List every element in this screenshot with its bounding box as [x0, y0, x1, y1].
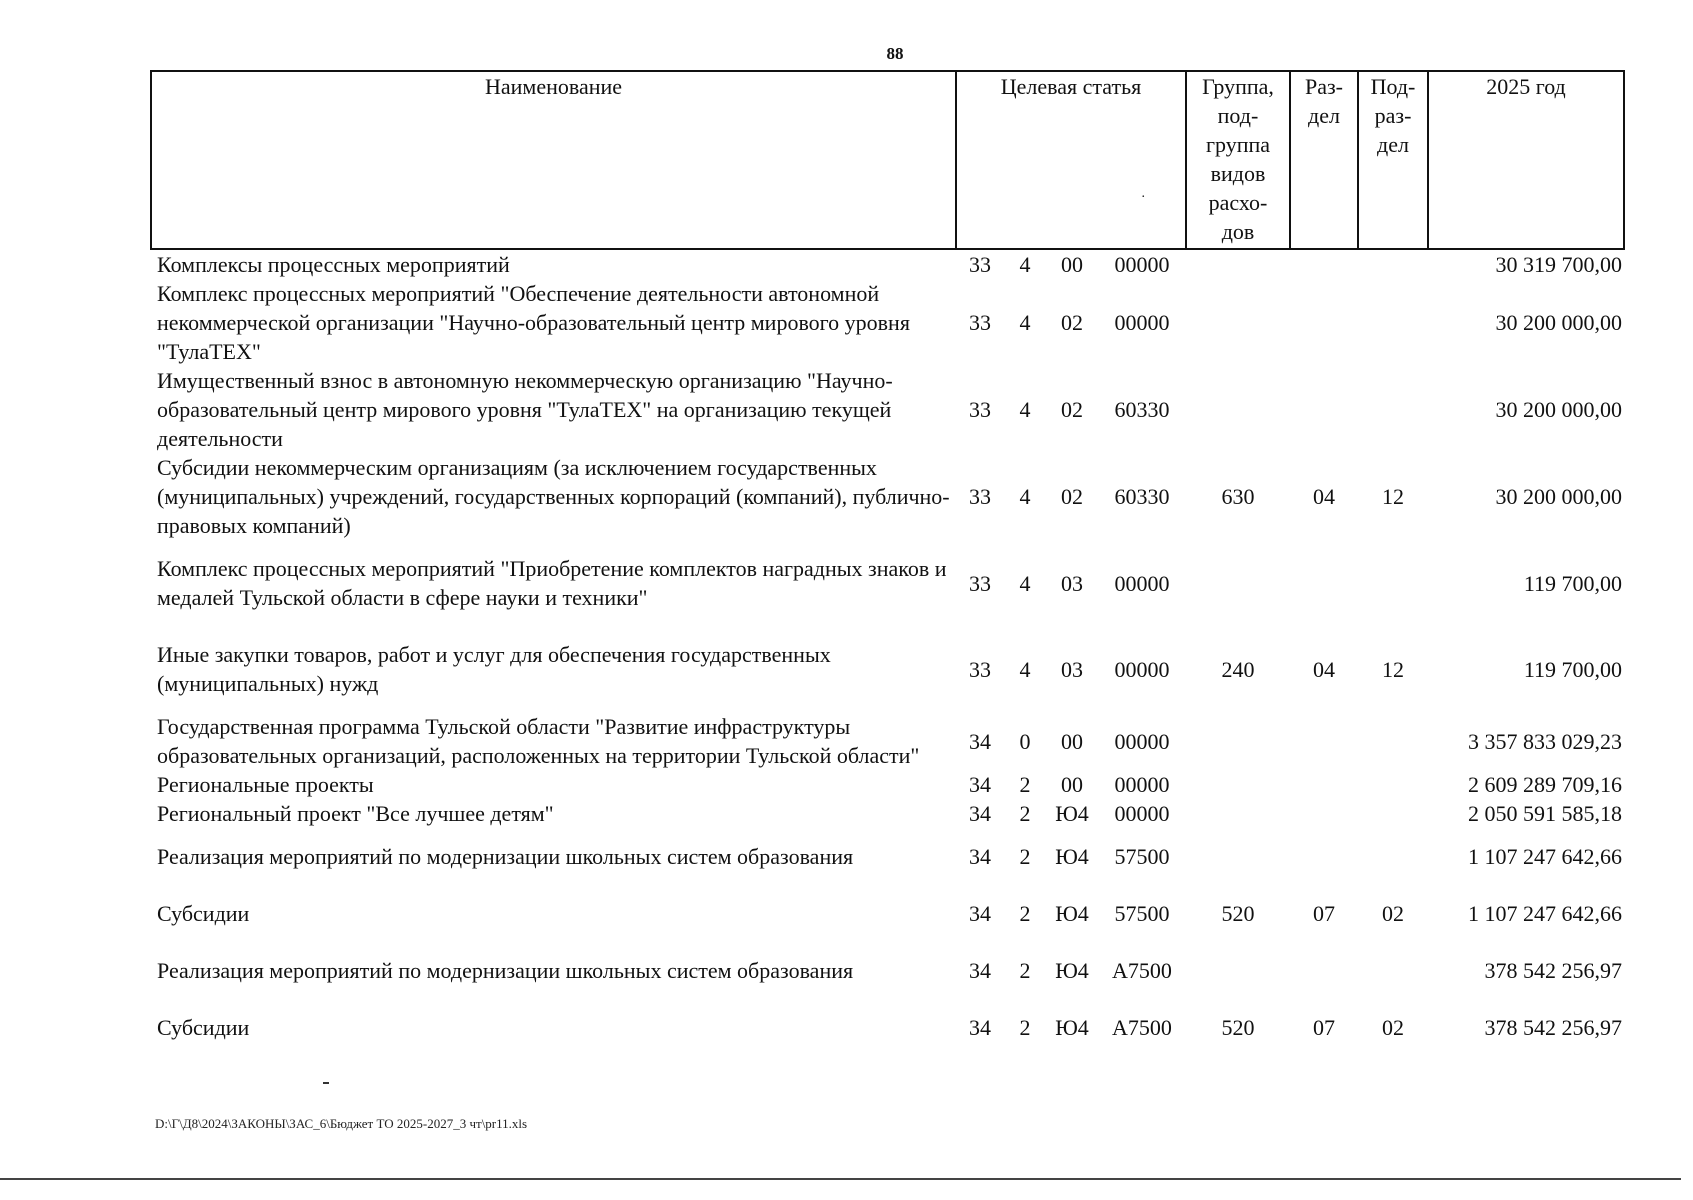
expense-group	[1186, 942, 1290, 999]
target-code-2: 4	[1019, 252, 1031, 277]
podrazdel	[1358, 942, 1428, 999]
header-razdel: Раз- дел	[1290, 71, 1358, 249]
budget-table	[150, 70, 1625, 1056]
expense-group	[1186, 279, 1290, 366]
table-row	[151, 626, 1624, 712]
razdel	[1290, 540, 1358, 626]
target-code-2: 0	[1019, 728, 1031, 754]
separator-dash	[323, 1082, 329, 1084]
target-code-3: 02	[1061, 397, 1083, 422]
row-name: Субсидии	[157, 901, 250, 926]
expense-group	[1186, 712, 1290, 770]
target-code-4: 00000	[1114, 310, 1170, 335]
amount-2025: 1 107 247 642,66	[1468, 901, 1622, 926]
row-name: Субсидии	[157, 1015, 250, 1040]
row-name: Государственная программа Тульской области "Развитие инфраструктуры образовательных организаций, расположенных на территории Тульской области"	[157, 714, 920, 768]
expense-group	[1186, 770, 1290, 799]
table-row	[151, 799, 1624, 828]
target-code-1: 33	[969, 397, 991, 422]
row-name: Субсидии некоммерческим организациям (за исключением государственных (муниципальных) учреждений, государственных корпораций (компаний), публично-правовых компаний)	[157, 455, 950, 538]
target-code-1: 34	[969, 801, 991, 826]
row-name: Комплекс процессных мероприятий "Обеспечение деятельности автономной некоммерческой организации "Научно-образовательный центр мирового уровня "ТулаТЕХ"	[157, 281, 910, 364]
table-row	[151, 540, 1624, 626]
amount-2025: 30 200 000,00	[1495, 484, 1622, 509]
table-row	[151, 249, 1624, 279]
row-name: Реализация мероприятий по модернизации школьных систем образования	[157, 958, 854, 983]
table-row	[151, 453, 1624, 540]
podrazdel: 12	[1382, 484, 1404, 509]
target-code-1: 34	[969, 772, 991, 797]
header-podrazdel: Под- раз- дел	[1358, 71, 1428, 249]
expense-group: 520	[1221, 1015, 1255, 1040]
table-row	[151, 999, 1624, 1056]
podrazdel	[1358, 828, 1428, 885]
target-code-4: 00000	[1114, 570, 1170, 596]
razdel	[1290, 279, 1358, 366]
razdel: 04	[1313, 484, 1335, 509]
target-code-3: 00	[1061, 772, 1083, 797]
podrazdel	[1358, 712, 1428, 770]
amount-2025: 378 542 256,97	[1484, 1015, 1622, 1040]
target-code-1: 33	[969, 484, 991, 509]
amount-2025: 30 319 700,00	[1495, 252, 1622, 277]
amount-2025: 2 050 591 585,18	[1468, 801, 1622, 826]
podrazdel: 02	[1382, 901, 1404, 926]
expense-group: 630	[1221, 484, 1255, 509]
target-code-4: 57500	[1114, 844, 1170, 869]
razdel	[1290, 942, 1358, 999]
target-code-4: 60330	[1114, 484, 1170, 509]
amount-2025: 2 609 289 709,16	[1468, 772, 1622, 797]
target-code-2: 4	[1019, 484, 1031, 509]
target-code-4: А7500	[1112, 958, 1172, 983]
target-code-3: 02	[1061, 484, 1083, 509]
expense-group	[1186, 540, 1290, 626]
header-group: Группа, под- группа видов расхо- дов	[1186, 71, 1290, 249]
target-code-2: 2	[1019, 772, 1031, 797]
row-name: Комплексы процессных мероприятий	[157, 252, 510, 277]
table-row	[151, 279, 1624, 366]
table-row	[151, 712, 1624, 770]
target-code-2: 4	[1019, 656, 1031, 682]
podrazdel: 02	[1382, 1015, 1404, 1040]
row-name: Региональные проекты	[157, 772, 374, 797]
table-header-row	[151, 71, 1624, 249]
header-dot-mark: .	[1141, 186, 1145, 201]
target-code-1: 34	[969, 728, 991, 754]
table-row	[151, 942, 1624, 999]
target-code-2: 4	[1019, 310, 1031, 335]
podrazdel	[1358, 799, 1428, 828]
razdel	[1290, 249, 1358, 279]
expense-group	[1186, 249, 1290, 279]
table-row	[151, 885, 1624, 942]
target-code-4: 00000	[1114, 801, 1170, 826]
razdel	[1290, 770, 1358, 799]
table-row	[151, 366, 1624, 453]
file-path: D:\Г\Д8\2024\ЗАКОНЫ\ЗАС_6\Бюджет ТО 2025-2027_3 чт\pr11.xls	[155, 1116, 528, 1131]
target-code-4: 00000	[1114, 772, 1170, 797]
target-code-3: Ю4	[1055, 844, 1089, 869]
target-code-4: 00000	[1114, 656, 1170, 682]
expense-group	[1186, 828, 1290, 885]
target-code-1: 34	[969, 1015, 991, 1040]
expense-group	[1186, 366, 1290, 453]
row-name: Реализация мероприятий по модернизации школьных систем образования	[157, 844, 854, 869]
target-code-4: А7500	[1112, 1015, 1172, 1040]
razdel	[1290, 799, 1358, 828]
target-code-3: 03	[1061, 656, 1083, 682]
razdel: 07	[1313, 1015, 1335, 1040]
amount-2025: 30 200 000,00	[1495, 310, 1622, 335]
podrazdel: 12	[1382, 656, 1404, 682]
target-code-1: 33	[969, 310, 991, 335]
razdel	[1290, 712, 1358, 770]
header-target-article	[956, 71, 1186, 249]
podrazdel	[1358, 366, 1428, 453]
amount-2025: 378 542 256,97	[1484, 958, 1622, 983]
target-code-3: 02	[1061, 310, 1083, 335]
expense-group: 520	[1221, 901, 1255, 926]
podrazdel	[1358, 540, 1428, 626]
table-row	[151, 828, 1624, 885]
expense-group: 240	[1221, 656, 1255, 682]
target-code-2: 2	[1019, 901, 1031, 926]
row-name: Региональный проект "Все лучшее детям"	[157, 801, 554, 826]
target-code-2: 4	[1019, 397, 1031, 422]
header-amount: 2025 год	[1428, 71, 1624, 249]
target-code-1: 33	[969, 252, 991, 277]
header-name: Наименование	[151, 71, 956, 249]
target-code-3: 00	[1061, 252, 1083, 277]
razdel: 07	[1313, 901, 1335, 926]
target-code-1: 33	[969, 570, 991, 596]
header-target-label: Целевая статья	[1000, 74, 1142, 99]
amount-2025: 1 107 247 642,66	[1468, 844, 1622, 869]
razdel	[1290, 828, 1358, 885]
target-code-3: Ю4	[1055, 801, 1089, 826]
row-name: Комплекс процессных мероприятий "Приобретение комплектов наградных знаков и медалей Тульской области в сфере науки и техники"	[157, 556, 947, 610]
target-code-2: 2	[1019, 958, 1031, 983]
target-code-2: 2	[1019, 801, 1031, 826]
target-code-4: 00000	[1114, 728, 1170, 754]
row-name: Иные закупки товаров, работ и услуг для обеспечения государственных (муниципальных) нужд	[157, 642, 831, 696]
target-code-4: 00000	[1114, 252, 1170, 277]
target-code-1: 34	[969, 958, 991, 983]
target-code-1: 34	[969, 901, 991, 926]
target-code-3: Ю4	[1055, 1015, 1089, 1040]
target-code-2: 4	[1019, 570, 1031, 596]
target-code-3: Ю4	[1055, 958, 1089, 983]
page-number: 88	[886, 44, 904, 63]
amount-2025: 30 200 000,00	[1495, 397, 1622, 422]
amount-2025: 3 357 833 029,23	[1468, 728, 1622, 754]
razdel: 04	[1313, 656, 1335, 682]
target-code-3: 00	[1061, 728, 1083, 754]
podrazdel	[1358, 249, 1428, 279]
podrazdel	[1358, 770, 1428, 799]
podrazdel	[1358, 279, 1428, 366]
expense-group	[1186, 799, 1290, 828]
target-code-4: 60330	[1114, 397, 1170, 422]
amount-2025: 119 700,00	[1523, 656, 1622, 682]
razdel	[1290, 366, 1358, 453]
target-code-2: 2	[1019, 844, 1031, 869]
target-code-3: 03	[1061, 570, 1083, 596]
table-row	[151, 770, 1624, 799]
target-code-2: 2	[1019, 1015, 1031, 1040]
row-name: Имущественный взнос в автономную некоммерческую организацию "Научно-образовательный центр мирового уровня "ТулаТЕХ" на организацию текущей деятельности	[157, 368, 893, 451]
bottom-rule	[0, 1178, 1681, 1180]
target-code-3: Ю4	[1055, 901, 1089, 926]
amount-2025: 119 700,00	[1523, 570, 1622, 596]
target-code-1: 34	[969, 844, 991, 869]
target-code-4: 57500	[1114, 901, 1170, 926]
target-code-1: 33	[969, 656, 991, 682]
